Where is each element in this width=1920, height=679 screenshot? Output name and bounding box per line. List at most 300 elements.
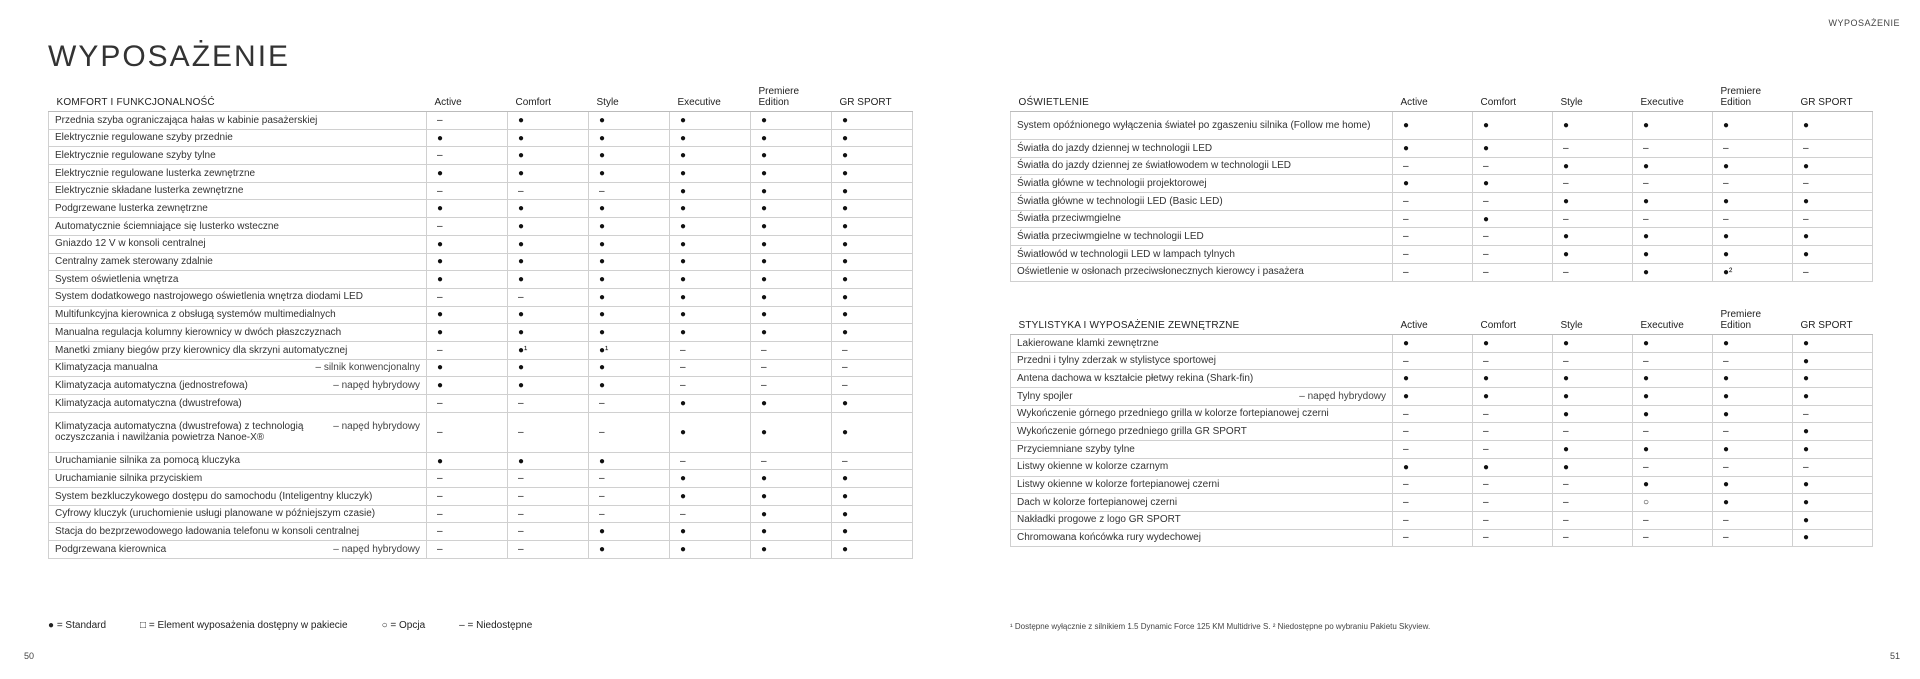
feature-cell xyxy=(49,218,427,236)
feature-cell xyxy=(1011,370,1393,388)
availability-mark: ● xyxy=(1473,140,1553,158)
legend-option: ○ = Opcja xyxy=(381,620,426,631)
feature-name: Światła główne w technologii projektorowej xyxy=(1017,177,1207,189)
availability-mark: – xyxy=(589,488,670,506)
availability-mark: – xyxy=(751,377,832,395)
availability-mark: ● xyxy=(1633,476,1713,494)
availability-mark: – xyxy=(1473,511,1553,529)
availability-mark: ● xyxy=(508,200,589,218)
feature-name: Światła przeciwmgielne xyxy=(1017,213,1121,225)
availability-mark: ● xyxy=(508,147,589,165)
availability-mark: ● xyxy=(427,306,508,324)
feature-cell xyxy=(49,359,427,377)
feature-name: Podgrzewana kierownica xyxy=(55,543,167,555)
availability-mark: ● xyxy=(1793,193,1873,211)
feature-cell xyxy=(1011,335,1393,353)
availability-mark: – xyxy=(1473,352,1553,370)
column-header: Active xyxy=(1393,309,1473,335)
availability-mark: – xyxy=(1553,511,1633,529)
table-row xyxy=(49,505,913,523)
availability-mark: ● xyxy=(508,359,589,377)
availability-mark: – xyxy=(1393,405,1473,423)
availability-mark: ● xyxy=(1393,370,1473,388)
availability-mark: – xyxy=(1473,263,1553,281)
feature-cell xyxy=(49,253,427,271)
feature-name: Automatycznie ściemniające się lusterko wsteczne xyxy=(55,220,279,232)
availability-mark: – xyxy=(589,412,670,452)
availability-mark: – xyxy=(427,182,508,200)
feature-cell xyxy=(49,271,427,289)
table-row xyxy=(1011,157,1873,175)
availability-mark: ● xyxy=(589,253,670,271)
availability-mark: – xyxy=(1553,140,1633,158)
availability-mark: ● xyxy=(1553,405,1633,423)
column-header: Premiere Edition xyxy=(751,86,832,112)
availability-mark: ● xyxy=(508,271,589,289)
availability-mark: – xyxy=(589,505,670,523)
availability-mark: ● xyxy=(751,505,832,523)
feature-cell xyxy=(1011,458,1393,476)
feature-name: Elektrycznie regulowane szyby tylne xyxy=(55,149,216,161)
availability-mark: ● xyxy=(832,412,913,452)
availability-mark: ● xyxy=(1633,246,1713,264)
table-row xyxy=(49,359,913,377)
availability-mark: ● xyxy=(1713,405,1793,423)
availability-mark: – xyxy=(1553,423,1633,441)
availability-mark: – xyxy=(1553,494,1633,512)
availability-mark: ● xyxy=(427,324,508,342)
table-row xyxy=(1011,441,1873,459)
availability-mark: ● xyxy=(1793,511,1873,529)
availability-mark: – xyxy=(670,377,751,395)
table-row xyxy=(49,200,913,218)
page-number-left: 50 xyxy=(24,651,35,661)
availability-mark: ●¹ xyxy=(589,341,670,359)
table-row xyxy=(49,147,913,165)
availability-mark: ● xyxy=(1793,529,1873,547)
table-komfort xyxy=(48,86,913,559)
feature-note: – napęd hybrydowy xyxy=(333,420,420,432)
availability-mark: ● xyxy=(1713,388,1793,406)
availability-mark: – xyxy=(1473,476,1553,494)
availability-mark: – xyxy=(508,395,589,413)
availability-mark: ● xyxy=(427,235,508,253)
availability-mark: ● xyxy=(751,129,832,147)
availability-mark: – xyxy=(1473,228,1553,246)
availability-mark: ● xyxy=(751,306,832,324)
availability-mark: ● xyxy=(832,505,913,523)
availability-mark: – xyxy=(670,341,751,359)
availability-mark: ● xyxy=(427,253,508,271)
availability-mark: – xyxy=(1473,193,1553,211)
availability-mark: ● xyxy=(1393,458,1473,476)
section-title: STYLISTYKA I WYPOSAŻENIE ZEWNĘTRZNE xyxy=(1011,309,1393,335)
availability-mark: ● xyxy=(751,253,832,271)
feature-name: Podgrzewane lusterka zewnętrzne xyxy=(55,203,208,215)
availability-mark: ● xyxy=(589,359,670,377)
table-row xyxy=(1011,246,1873,264)
availability-mark: – xyxy=(1793,210,1873,228)
availability-mark: – xyxy=(1713,511,1793,529)
table-stylistyka xyxy=(1010,309,1873,547)
table-row xyxy=(49,306,913,324)
feature-name: Światła do jazdy dziennej ze światłowodem w technologii LED xyxy=(1017,160,1292,172)
feature-cell xyxy=(1011,263,1393,281)
table-row xyxy=(49,452,913,470)
column-header: Executive xyxy=(1633,309,1713,335)
availability-mark: – xyxy=(1793,263,1873,281)
availability-mark: – xyxy=(1633,175,1713,193)
availability-mark: ● xyxy=(832,324,913,342)
availability-mark: ● xyxy=(589,165,670,183)
availability-mark: ● xyxy=(1633,335,1713,353)
availability-mark: – xyxy=(1393,511,1473,529)
table-row xyxy=(1011,405,1873,423)
feature-cell xyxy=(49,165,427,183)
availability-mark: – xyxy=(589,182,670,200)
availability-mark: ● xyxy=(508,235,589,253)
availability-mark: – xyxy=(1633,458,1713,476)
availability-mark: ● xyxy=(1473,388,1553,406)
table-row xyxy=(49,488,913,506)
availability-mark: – xyxy=(1553,175,1633,193)
availability-mark: ● xyxy=(832,395,913,413)
column-header: Active xyxy=(427,86,508,112)
feature-name: Oświetlenie w osłonach przeciwsłonecznych kierowcy i pasażera xyxy=(1017,266,1304,278)
availability-mark: – xyxy=(751,452,832,470)
availability-mark: ● xyxy=(589,523,670,541)
table-row xyxy=(49,165,913,183)
column-header: Premiere Edition xyxy=(1713,309,1793,335)
feature-cell xyxy=(1011,210,1393,228)
availability-mark: ● xyxy=(1793,352,1873,370)
availability-mark: ● xyxy=(832,470,913,488)
feature-name: System oświetlenia wnętrza xyxy=(55,273,179,285)
feature-name: Uruchamianie silnika przyciskiem xyxy=(55,472,203,484)
availability-mark: – xyxy=(1713,458,1793,476)
availability-mark: ● xyxy=(751,412,832,452)
availability-mark: – xyxy=(508,488,589,506)
feature-name: Tylny spojler xyxy=(1017,390,1073,402)
availability-mark: – xyxy=(508,541,589,559)
availability-mark: – xyxy=(427,523,508,541)
availability-mark: ● xyxy=(589,218,670,236)
availability-mark: ● xyxy=(832,541,913,559)
feature-name: Listwy okienne w kolorze fortepianowej czerni xyxy=(1017,479,1220,491)
availability-mark: – xyxy=(670,452,751,470)
availability-mark: ● xyxy=(751,324,832,342)
column-header: Style xyxy=(589,86,670,112)
feature-name: Przedni i tylny zderzak w stylistyce sportowej xyxy=(1017,355,1216,367)
availability-mark: – xyxy=(1393,423,1473,441)
availability-mark: ● xyxy=(1633,157,1713,175)
table-row xyxy=(1011,494,1873,512)
availability-mark: ● xyxy=(589,271,670,289)
table-row xyxy=(1011,458,1873,476)
feature-cell xyxy=(49,288,427,306)
table-row xyxy=(1011,370,1873,388)
availability-mark: – xyxy=(670,505,751,523)
availability-mark: ● xyxy=(1793,423,1873,441)
availability-mark: ● xyxy=(751,541,832,559)
feature-name: System dodatkowego nastrojowego oświetlenia wnętrza diodami LED xyxy=(55,291,363,303)
table-row xyxy=(49,523,913,541)
availability-mark: ● xyxy=(751,271,832,289)
feature-cell xyxy=(49,488,427,506)
availability-mark: – xyxy=(1713,352,1793,370)
table-row xyxy=(49,377,913,395)
availability-mark: ● xyxy=(670,412,751,452)
availability-mark: – xyxy=(1713,529,1793,547)
feature-note: – napęd hybrydowy xyxy=(1299,390,1386,402)
availability-mark: ● xyxy=(1553,157,1633,175)
page-number-right: 51 xyxy=(1889,651,1900,661)
availability-mark: – xyxy=(1633,511,1713,529)
availability-mark: – xyxy=(427,218,508,236)
availability-mark: ● xyxy=(751,395,832,413)
feature-name: Listwy okienne w kolorze czarnym xyxy=(1017,461,1169,473)
availability-mark: ● xyxy=(1473,458,1553,476)
table-oswietlenie xyxy=(1010,86,1873,282)
feature-cell xyxy=(49,377,427,395)
availability-mark: – xyxy=(427,395,508,413)
availability-mark: ● xyxy=(589,200,670,218)
feature-cell xyxy=(49,200,427,218)
feature-cell xyxy=(1011,405,1393,423)
availability-mark: ● xyxy=(832,488,913,506)
feature-cell xyxy=(49,412,427,452)
feature-note: – silnik konwencjonalny xyxy=(315,362,420,374)
availability-mark: ● xyxy=(832,165,913,183)
availability-mark: ● xyxy=(832,218,913,236)
feature-note: – napęd hybrydowy xyxy=(333,379,420,391)
availability-mark: ● xyxy=(1793,441,1873,459)
availability-mark: ● xyxy=(1393,335,1473,353)
feature-note: – napęd hybrydowy xyxy=(333,543,420,555)
availability-mark: ● xyxy=(751,523,832,541)
feature-name: Światłowód w technologii LED w lampach tylnych xyxy=(1017,248,1235,260)
table-row xyxy=(1011,112,1873,140)
feature-cell xyxy=(49,452,427,470)
feature-cell xyxy=(1011,175,1393,193)
availability-mark: ● xyxy=(1553,458,1633,476)
column-header: Active xyxy=(1393,86,1473,112)
availability-mark: – xyxy=(508,412,589,452)
feature-name: Lakierowane klamki zewnętrzne xyxy=(1017,337,1159,349)
footnote: ¹ Dostępne wyłącznie z silnikiem 1.5 Dynamic Force 125 KM Multidrive S. ² Niedostępne po wybraniu Pakietu Skyview. xyxy=(1010,622,1431,631)
feature-name: Wykończenie górnego przedniego grilla GR SPORT xyxy=(1017,426,1247,438)
availability-mark: ● xyxy=(832,129,913,147)
availability-mark: ● xyxy=(589,541,670,559)
feature-cell xyxy=(1011,228,1393,246)
feature-cell xyxy=(1011,140,1393,158)
page-title: WYPOSAŻENIE xyxy=(48,40,291,73)
column-header: GR SPORT xyxy=(1793,86,1873,112)
column-header: Style xyxy=(1553,309,1633,335)
availability-mark: ● xyxy=(832,288,913,306)
feature-name: Elektrycznie regulowane szyby przednie xyxy=(55,132,233,144)
availability-mark: – xyxy=(1793,175,1873,193)
feature-cell xyxy=(1011,246,1393,264)
availability-mark: – xyxy=(832,341,913,359)
feature-cell xyxy=(1011,476,1393,494)
availability-mark: ● xyxy=(427,359,508,377)
availability-mark: ● xyxy=(670,165,751,183)
availability-mark: ● xyxy=(1713,193,1793,211)
availability-mark: ● xyxy=(670,306,751,324)
availability-mark: ● xyxy=(832,200,913,218)
availability-mark: – xyxy=(832,359,913,377)
availability-mark: ● xyxy=(508,306,589,324)
feature-cell xyxy=(49,182,427,200)
availability-mark: – xyxy=(1633,210,1713,228)
feature-name: Przyciemniane szyby tylne xyxy=(1017,443,1135,455)
feature-cell xyxy=(1011,529,1393,547)
availability-mark: ● xyxy=(670,271,751,289)
availability-mark: – xyxy=(1553,529,1633,547)
feature-name: Nakładki progowe z logo GR SPORT xyxy=(1017,514,1181,526)
availability-mark: ● xyxy=(670,288,751,306)
table-row xyxy=(49,112,913,130)
availability-mark: ● xyxy=(427,129,508,147)
column-header: Comfort xyxy=(508,86,589,112)
feature-name: Elektrycznie regulowane lusterka zewnętrzne xyxy=(55,167,256,179)
feature-name: Dach w kolorze fortepianowej czerni xyxy=(1017,496,1178,508)
feature-name: Światła główne w technologii LED (Basic LED) xyxy=(1017,195,1223,207)
availability-mark: ● xyxy=(508,452,589,470)
column-header: Executive xyxy=(1633,86,1713,112)
availability-mark: ● xyxy=(1393,175,1473,193)
availability-mark: ● xyxy=(589,129,670,147)
availability-mark: ● xyxy=(1713,476,1793,494)
availability-mark: – xyxy=(751,341,832,359)
availability-mark: ● xyxy=(832,112,913,130)
availability-mark: ● xyxy=(1553,193,1633,211)
availability-mark: – xyxy=(1393,494,1473,512)
table-row xyxy=(49,324,913,342)
availability-mark: ● xyxy=(1553,370,1633,388)
availability-mark: ● xyxy=(427,165,508,183)
availability-mark: – xyxy=(1713,175,1793,193)
feature-cell xyxy=(49,147,427,165)
availability-mark: – xyxy=(670,359,751,377)
availability-mark: – xyxy=(508,182,589,200)
availability-mark: – xyxy=(1633,529,1713,547)
feature-cell xyxy=(49,395,427,413)
availability-mark: – xyxy=(1713,210,1793,228)
availability-mark: ● xyxy=(589,235,670,253)
feature-cell xyxy=(49,470,427,488)
feature-cell xyxy=(49,505,427,523)
legend-package: □ = Element wyposażenia dostępny w pakiecie xyxy=(140,620,348,631)
availability-mark: – xyxy=(1473,529,1553,547)
availability-mark: ● xyxy=(751,488,832,506)
availability-mark: – xyxy=(1393,476,1473,494)
availability-mark: ● xyxy=(832,271,913,289)
availability-mark: ● xyxy=(670,182,751,200)
availability-mark: – xyxy=(427,147,508,165)
availability-mark: – xyxy=(1473,405,1553,423)
availability-mark: ● xyxy=(508,324,589,342)
feature-name: Światła do jazdy dziennej w technologii LED xyxy=(1017,142,1213,154)
column-header: GR SPORT xyxy=(1793,309,1873,335)
availability-mark: – xyxy=(427,412,508,452)
feature-name: System bezkluczykowego dostępu do samochodu (Inteligentny kluczyk) xyxy=(55,490,373,502)
column-header: Style xyxy=(1553,86,1633,112)
availability-mark: – xyxy=(1393,228,1473,246)
availability-mark: – xyxy=(508,505,589,523)
availability-mark: ● xyxy=(1553,246,1633,264)
column-header: Premiere Edition xyxy=(1713,86,1793,112)
feature-cell xyxy=(1011,511,1393,529)
availability-mark: ● xyxy=(427,271,508,289)
availability-mark: ● xyxy=(1393,112,1473,140)
availability-mark: ● xyxy=(832,523,913,541)
availability-mark: ● xyxy=(670,129,751,147)
availability-mark: ● xyxy=(508,377,589,395)
feature-name: Przednia szyba ograniczająca hałas w kabinie pasażerskiej xyxy=(55,114,318,126)
availability-mark: ● xyxy=(1713,228,1793,246)
feature-name: Multifunkcyjna kierownica z obsługą systemów multimedialnych xyxy=(55,309,336,321)
feature-name: Chromowana końcówka rury wydechowej xyxy=(1017,532,1201,544)
availability-mark: ● xyxy=(508,218,589,236)
availability-mark: ● xyxy=(751,235,832,253)
availability-mark: ● xyxy=(1713,441,1793,459)
feature-cell xyxy=(1011,112,1393,140)
availability-mark: ● xyxy=(670,112,751,130)
availability-mark: ● xyxy=(832,235,913,253)
availability-mark: ● xyxy=(1713,370,1793,388)
availability-mark: ● xyxy=(751,165,832,183)
availability-mark: – xyxy=(427,288,508,306)
availability-mark: – xyxy=(508,288,589,306)
availability-mark: ● xyxy=(1793,228,1873,246)
column-header: Comfort xyxy=(1473,309,1553,335)
table-row xyxy=(49,395,913,413)
availability-mark: – xyxy=(1633,352,1713,370)
availability-mark: ● xyxy=(1633,263,1713,281)
availability-mark: – xyxy=(1393,352,1473,370)
availability-mark: – xyxy=(1553,352,1633,370)
availability-mark: ● xyxy=(751,288,832,306)
availability-mark: ● xyxy=(1713,246,1793,264)
page-header-label: WYPOSAŻENIE xyxy=(1828,18,1900,28)
feature-cell xyxy=(49,324,427,342)
table-row xyxy=(1011,476,1873,494)
table-row xyxy=(1011,193,1873,211)
feature-name: Cyfrowy kluczyk (uruchomienie usługi planowane w późniejszym czasie) xyxy=(55,508,376,520)
availability-mark: ● xyxy=(670,523,751,541)
column-header: Comfort xyxy=(1473,86,1553,112)
availability-mark: ● xyxy=(751,470,832,488)
availability-mark: ● xyxy=(1713,335,1793,353)
table-row xyxy=(49,412,913,452)
availability-mark: – xyxy=(1553,476,1633,494)
feature-cell xyxy=(1011,388,1393,406)
availability-mark: ● xyxy=(1553,335,1633,353)
availability-mark: ● xyxy=(589,324,670,342)
availability-mark: ● xyxy=(508,165,589,183)
availability-mark: – xyxy=(832,452,913,470)
availability-mark: ● xyxy=(589,306,670,324)
availability-mark: ● xyxy=(751,218,832,236)
availability-mark: – xyxy=(1393,246,1473,264)
availability-mark: ● xyxy=(832,306,913,324)
legend xyxy=(48,620,532,631)
legend-unavailable: – = Niedostępne xyxy=(459,620,533,631)
availability-mark: ● xyxy=(751,147,832,165)
availability-mark: – xyxy=(832,377,913,395)
